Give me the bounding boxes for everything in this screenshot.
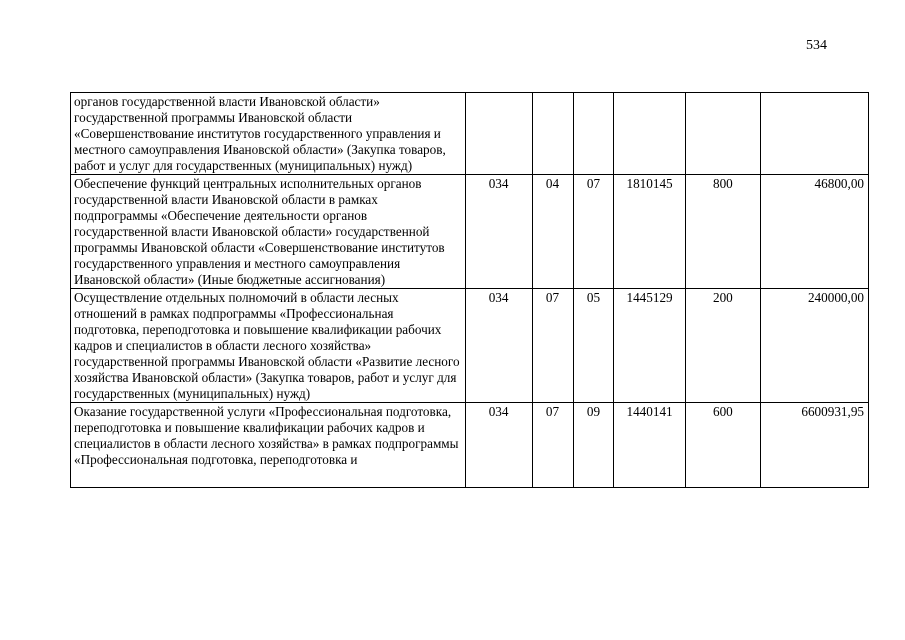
row-expense-type: 800 <box>685 175 760 289</box>
row-section: 07 <box>532 403 573 488</box>
row-article: 1445129 <box>614 289 685 403</box>
row-description: Обеспечение функций центральных исполнительных органов государственной власти Ивановской области в рамках подпрограммы «Обеспечение деятельности органов государственной власти Ивановской области» государственной программы Ивановской области «Совершенствование институтов государственного управления и местного самоуправления Ивановской области» (Иные бюджетные ассигнования) <box>71 175 466 289</box>
row-amount: 46800,00 <box>761 175 869 289</box>
row-article <box>614 93 685 175</box>
row-article: 1810145 <box>614 175 685 289</box>
row-code: 034 <box>465 289 532 403</box>
row-section: 07 <box>532 289 573 403</box>
table-row <box>71 93 869 175</box>
row-subsection: 09 <box>573 403 614 488</box>
table-row <box>71 403 869 488</box>
row-subsection: 07 <box>573 175 614 289</box>
row-expense-type: 200 <box>685 289 760 403</box>
row-expense-type: 600 <box>685 403 760 488</box>
row-code: 034 <box>465 175 532 289</box>
row-description: Осуществление отдельных полномочий в области лесных отношений в рамках подпрограммы «Профессиональная подготовка, переподготовка и повышение квалификации рабочих кадров и специалистов в области лесного хозяйства» государственной программы Ивановской области «Развитие лесного хозяйства Ивановской области» (Закупка товаров, работ и услуг для государственных (муниципальных) нужд) <box>71 289 466 403</box>
table-row <box>71 289 869 403</box>
row-section <box>532 93 573 175</box>
row-subsection: 05 <box>573 289 614 403</box>
row-article: 1440141 <box>614 403 685 488</box>
row-section: 04 <box>532 175 573 289</box>
budget-table <box>70 92 869 488</box>
row-amount <box>761 93 869 175</box>
row-amount: 240000,00 <box>761 289 869 403</box>
row-expense-type <box>685 93 760 175</box>
row-description: органов государственной власти Ивановской области» государственной программы Ивановской области «Совершенствование институтов государственного управления и местного самоуправления Ивановской области» (Закупка товаров, работ и услуг для государственных (муниципальных) нужд) <box>71 93 466 175</box>
page-number: 534 <box>806 38 827 53</box>
row-amount: 6600931,95 <box>761 403 869 488</box>
row-code: 034 <box>465 403 532 488</box>
row-code <box>465 93 532 175</box>
row-description: Оказание государственной услуги «Профессиональная подготовка, переподготовка и повышение квалификации рабочих кадров и специалистов в области лесного хозяйства» в рамках подпрограммы «Профессиональная подготовка, переподготовка и <box>71 403 466 488</box>
row-subsection <box>573 93 614 175</box>
table-row <box>71 175 869 289</box>
